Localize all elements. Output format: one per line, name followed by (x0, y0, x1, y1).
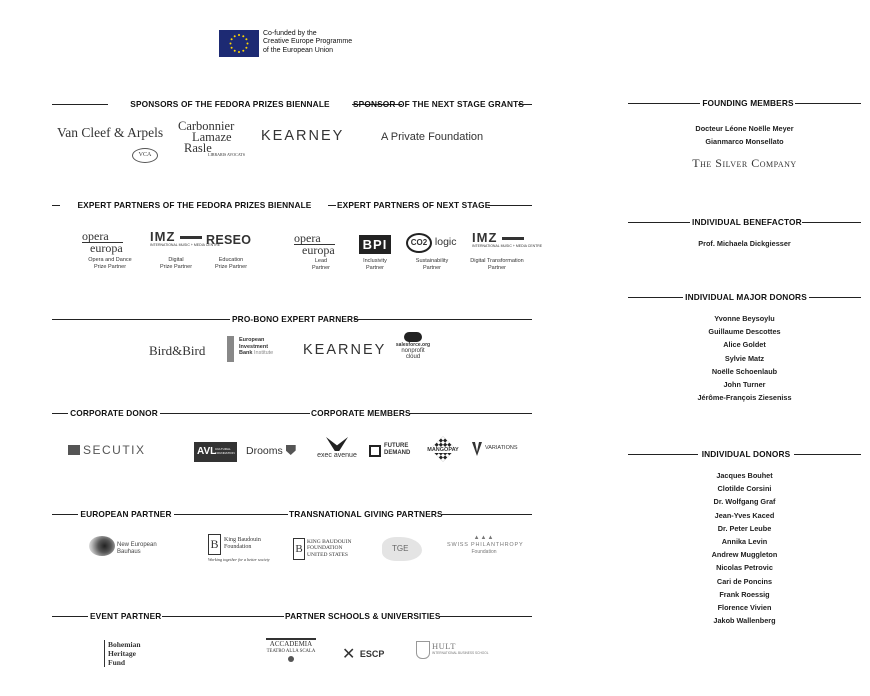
logo-opera-europa: opera europa (82, 229, 123, 255)
imz-wave-icon (502, 237, 524, 240)
donor-name: Dr. Wolfgang Graf (713, 497, 776, 507)
logo-private-foundation: A Private Foundation (381, 131, 484, 143)
donor-name: Clotilde Corsini (717, 484, 772, 494)
logo-kearney: KEARNEY (261, 128, 345, 144)
donor-name: Jérôme-François Zieseniss (697, 393, 792, 403)
header-founding: FOUNDING MEMBERS (628, 96, 861, 110)
header-european-transnational: EUROPEAN PARTNER TRANSNATIONAL GIVING PARTNERS (52, 507, 532, 521)
kbfus-b-icon: B (293, 538, 305, 560)
logo-tge: TGE (376, 537, 428, 563)
logo-bpi: BPI (359, 235, 391, 254)
donor-name: Yvonne Beysoylu (714, 314, 775, 323)
logo-co2logic: CO2 logic (406, 233, 457, 253)
donor-name: Andrew Muggleton (711, 550, 778, 560)
logo-salesforce-org: salesforce.org nonprofit cloud (393, 332, 433, 360)
logo-secutix: SECUTIX (68, 443, 146, 457)
logo-reseo: RESEO (206, 233, 252, 247)
salesforce-cloud-icon (404, 332, 422, 342)
imz-wave-icon (180, 236, 202, 239)
variations-v-icon (472, 442, 482, 456)
logo-avl: AVL CULTURAL FOUNDATION (194, 442, 237, 462)
donor-name: Florence Vivien (717, 603, 772, 613)
header-individual-donors: INDIVIDUAL DONORS (628, 447, 861, 461)
donor-name: Annika Levin (721, 537, 768, 547)
eu-text-line1: Co-funded by the (263, 30, 317, 37)
header-major-donors: INDIVIDUAL MAJOR DONORS (628, 290, 861, 304)
caption-inclusivity: Inclusivity Partner (363, 258, 387, 271)
donor-name: Noëlle Schoenlaub (711, 366, 778, 376)
caption-education: Education Prize Partner (214, 257, 248, 270)
logo-exec-avenue: exec avenue (312, 437, 362, 460)
logo-imz: IMZ INTERNATIONAL MUSIC + MEDIA CENTRE (150, 229, 221, 247)
caption-sustainability: Sustainability Partner (415, 258, 449, 271)
caption-lead: Lead Partner (311, 258, 331, 271)
donor-name: Nicolas Petrovic (716, 563, 773, 573)
header-benefactor: INDIVIDUAL BENEFACTOR (628, 215, 861, 229)
logo-escp: ✕ ESCP (342, 646, 385, 663)
logo-mangopay: MANGOPAY (427, 437, 459, 464)
donor-name: Alice Goldet (723, 340, 766, 350)
header-sponsors-prizes: SPONSORS OF THE FEDORA PRIZES BIENNALE (130, 99, 330, 109)
logo-silver-company: The Silver Company (692, 156, 797, 170)
donor-name: John Turner (723, 380, 766, 390)
individual-donors-list (628, 469, 861, 627)
logo-swiss-philanthropy: ▲▲▲ SWISS PHILANTHROPY Foundation (447, 535, 524, 555)
escp-star-icon: ✕ (342, 646, 356, 663)
donor-name: Sylvie Matz (724, 353, 765, 363)
founding-members-list: Docteur Léone Noëlle Meyer Gianmarco Monsellato (695, 124, 794, 147)
header-sponsor-grants: SPONSOR OF THE NEXT STAGE GRANTS (353, 99, 525, 109)
eu-cofunded-block (219, 30, 379, 58)
eib-bar-icon (227, 336, 234, 362)
eu-flag-icon (219, 30, 259, 57)
logo-kearney-probono: KEARNEY (303, 342, 387, 358)
neb-circle-icon (89, 536, 115, 556)
header-corporate: CORPORATE DONOR CORPORATE MEMBERS (52, 406, 532, 420)
benefactor-list: Prof. Michaela Dickgiesser (698, 239, 791, 248)
logo-vca-emblem: VCA (132, 148, 158, 163)
kbf-b-icon: B (208, 534, 221, 555)
donor-name: Jakob Wallenberg (713, 616, 776, 626)
header-expert-partners: EXPERT PARTNERS OF THE FEDORA PRIZES BIENNALE EXPERT PARTNERS OF NEXT STAGE (52, 198, 532, 212)
logo-carbonnier-lamaze-rasle: Carbonnier Lamaze Rasle LIBRARIS AVOCATS (178, 119, 245, 157)
secutix-mark-icon (68, 445, 80, 455)
donor-name: Frank Roessig (719, 589, 770, 599)
future-demand-icon (369, 445, 381, 457)
swiss-mountains-icon: ▲▲▲ (473, 535, 495, 541)
logo-drooms: Drooms (246, 445, 296, 457)
header-sponsors (52, 97, 532, 111)
caption-digital: Digital Prize Partner (159, 257, 193, 270)
donor-name: Jean-Yves Kaced (714, 510, 775, 520)
logo-bohemian-heritage-fund: Bohemian Heritage Fund (104, 640, 141, 667)
accademia-crest-icon (288, 656, 294, 662)
header-pro-bono: PRO-BONO EXPERT PARNERS (52, 312, 532, 326)
header-event-schools: EVENT PARTNER PARTNER SCHOOLS & UNIVERSITIES (52, 609, 532, 623)
donor-name: Jacques Bouhet (716, 471, 773, 480)
logo-opera-europa-next: opera europa (294, 231, 335, 257)
hult-crest-icon (416, 641, 430, 659)
eu-text-line3: of the European Union (263, 46, 334, 54)
donor-name: Dr. Peter Leube (717, 523, 772, 533)
exec-bird-icon (326, 437, 348, 451)
caption-opera-dance: Opera and Dance Prize Partner (88, 257, 132, 270)
logo-accademia-teatro-scala: ACCADEMIA TEATRO ALLA SCALA (266, 638, 316, 662)
drooms-shield-icon (286, 445, 296, 455)
eu-text-line2: Creative Europe Programme (263, 38, 353, 46)
logo-imz-next: IMZ INTERNATIONAL MUSIC + MEDIA CENTRE (472, 230, 543, 248)
logo-van-cleef-arpels: Van Cleef & Arpels (57, 125, 164, 140)
major-donors-list (628, 312, 861, 404)
donor-name: Guillaume Descottes (708, 327, 781, 337)
donor-name: Cari de Poncins (716, 576, 773, 586)
caption-digital-transformation: Digital Transformation Partner (470, 258, 524, 271)
logo-bird-and-bird: Bird&Bird (149, 343, 206, 358)
